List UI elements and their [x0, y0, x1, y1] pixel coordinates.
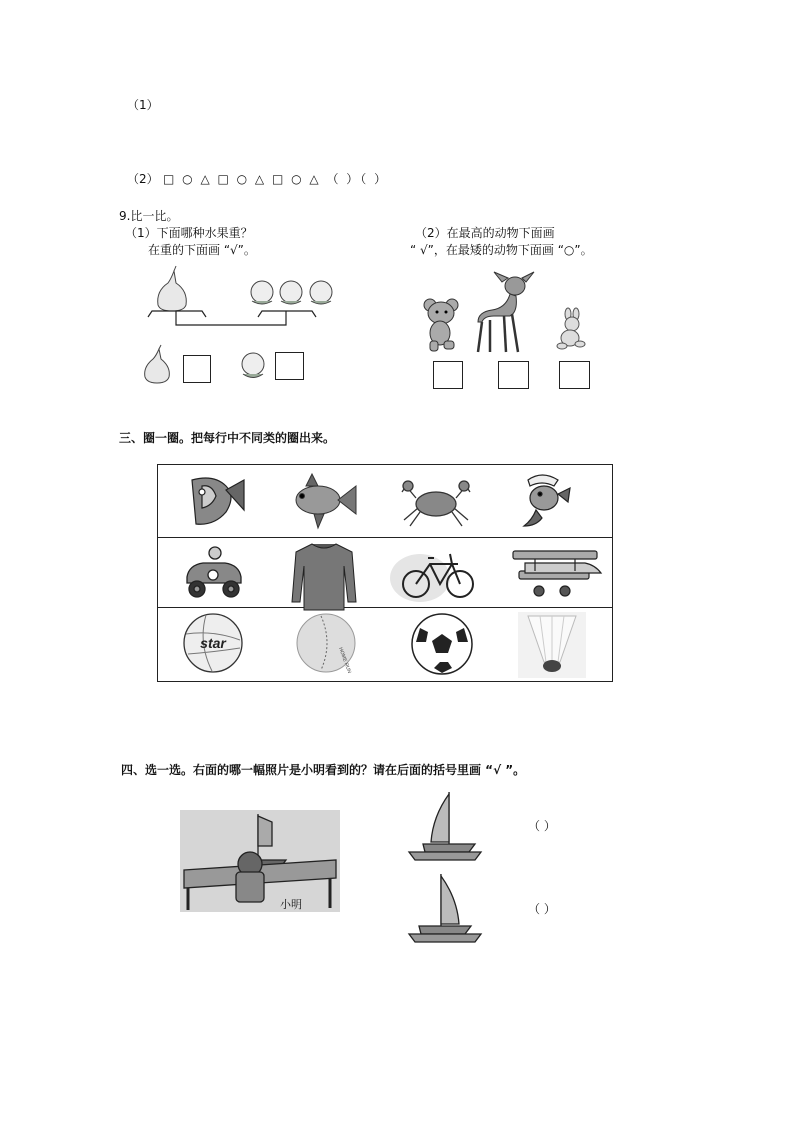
boat-option-1-icon [405, 790, 485, 862]
baseball-print-text: HOME RUN [337, 646, 353, 675]
fish-photo-icon[interactable] [288, 470, 358, 532]
part-2-instruction: “ √”，在最矮的动物下面画 “○”。 [410, 243, 593, 257]
part-2-title: （2）在最高的动物下面画 [415, 226, 555, 240]
deer-icon [470, 268, 540, 356]
peach-icon [251, 281, 332, 304]
baseball-icon[interactable] [295, 612, 357, 674]
pear-answer-box[interactable] [183, 355, 211, 383]
option-2-parenthesis[interactable]: （ ） [528, 902, 556, 916]
fish-cartoon-icon[interactable] [188, 470, 250, 530]
bicycle-icon[interactable] [388, 540, 478, 604]
part-1-title: （1）下面哪种水果重？ [125, 226, 253, 240]
deer-answer-box[interactable] [498, 361, 529, 389]
xiaoming-table-scene [180, 810, 340, 912]
crab-icon[interactable] [400, 474, 472, 530]
fruit-balance-illustration [140, 265, 350, 335]
row-divider-1 [157, 537, 613, 538]
pear-small-icon [143, 345, 173, 387]
bear-answer-box[interactable] [433, 361, 463, 389]
shuttlecock-icon[interactable] [518, 612, 586, 678]
volleyball-icon[interactable] [182, 612, 244, 674]
option-1-parenthesis[interactable]: （ ） [528, 819, 556, 833]
airplane-icon[interactable] [505, 545, 605, 601]
question-2-label: （2） [127, 172, 159, 186]
rabbit-icon [552, 308, 590, 350]
shape-sequence: □ ○ △ □ ○ △ □ ○ △ （ ）（ ） [163, 172, 389, 186]
xiaoming-label: 小明 [280, 899, 302, 911]
section-9-title: 9.比一比。 [119, 209, 179, 223]
boat-option-2-icon [405, 872, 485, 944]
section-3-title: 三、圈一圈。把每行中不同类的圈出来。 [119, 431, 336, 445]
soccer-ball-icon[interactable] [410, 612, 474, 676]
question-1-label: （1） [127, 98, 159, 112]
fish-cartoon-2-icon[interactable] [518, 468, 574, 532]
pear-icon [158, 266, 187, 311]
balance-lines [148, 311, 316, 325]
peach-answer-box[interactable] [275, 352, 304, 380]
shirt-icon[interactable] [290, 540, 358, 608]
race-car-icon[interactable] [183, 543, 245, 603]
part-1-instruction: 在重的下面画 “√”。 [148, 243, 256, 257]
row-divider-2 [157, 607, 613, 608]
peach-small-icon [238, 350, 268, 384]
bear-icon [418, 295, 466, 355]
rabbit-answer-box[interactable] [559, 361, 590, 389]
volleyball-brand-text: star [200, 635, 226, 651]
section-4-title: 四、选一选。右面的哪一幅照片是小明看到的？请在后面的括号里画 “√ ”。 [121, 763, 526, 777]
